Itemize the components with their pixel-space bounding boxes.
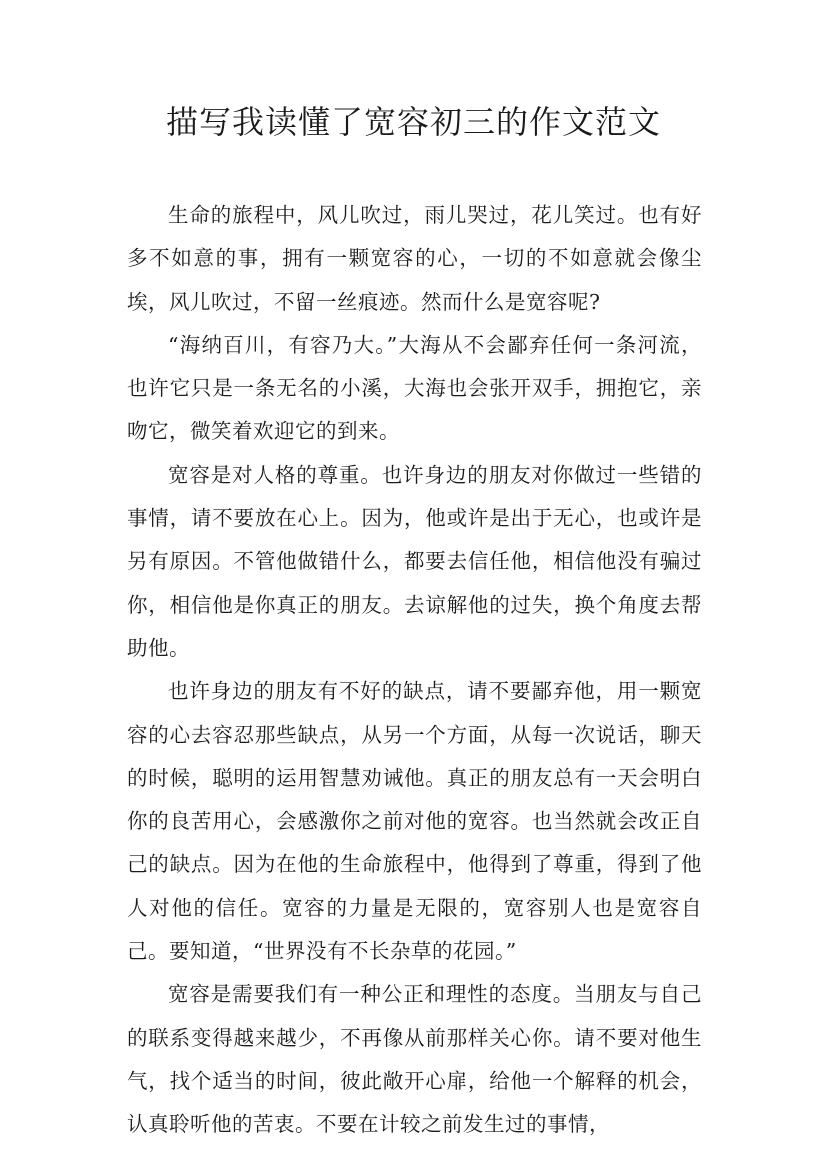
paragraph: 生命的旅程中，风儿吹过，雨儿哭过，花儿笑过。也有好多不如意的事，拥有一颗宽容的心，一切的不如意就会像尘埃，风儿吹过，不留一丝痕迹。然而什么是宽容呢? — [127, 203, 702, 314]
paragraph: 宽容是需要我们有一种公正和理性的态度。当朋友与自己的联系变得越来越少，不再像从前那样关心你。请不要对他生气，找个适当的时间，彼此敞开心扉，给他一个解释的机会，认真聆听他的苦衷。不要在计较之前发生过的事情， — [127, 982, 702, 1137]
paragraph: 也许身边的朋友有不好的缺点，请不要鄙弃他，用一颗宽容的心去容忍那些缺点，从另一个方面，从每一次说话，聊天的时候，聪明的运用智慧劝诫他。真正的朋友总有一天会明白你的良苦用心，会感激你之前对他的宽容。也当然就会改正自己的缺点。因为在他的生命旅程中，他得到了尊重，得到了他人对他的信任。宽容的力量是无限的，宽容别人也是宽容自己。要知道，“世界没有不长杂草的花园。” — [127, 679, 702, 964]
document-title: 描写我读懂了宽容初三的作文范文 — [165, 103, 661, 141]
paragraph: “海纳百川，有容乃大。”大海从不会鄙弃任何一条河流，也许它只是一条无名的小溪，大海也会张开双手，拥抱它，亲吻它，微笑着欢迎它的到来。 — [127, 332, 702, 444]
paragraph: 宽容是对人格的尊重。也许身边的朋友对你做过一些错的事情，请不要放在心上。因为，他或许是出于无心，也或许是另有原因。不管他做错什么，都要去信任他，相信他没有骗过你，相信他是你真正的朋友。去谅解他的过失，换个角度去帮助他。 — [127, 462, 702, 660]
document-body — [127, 194, 702, 1147]
